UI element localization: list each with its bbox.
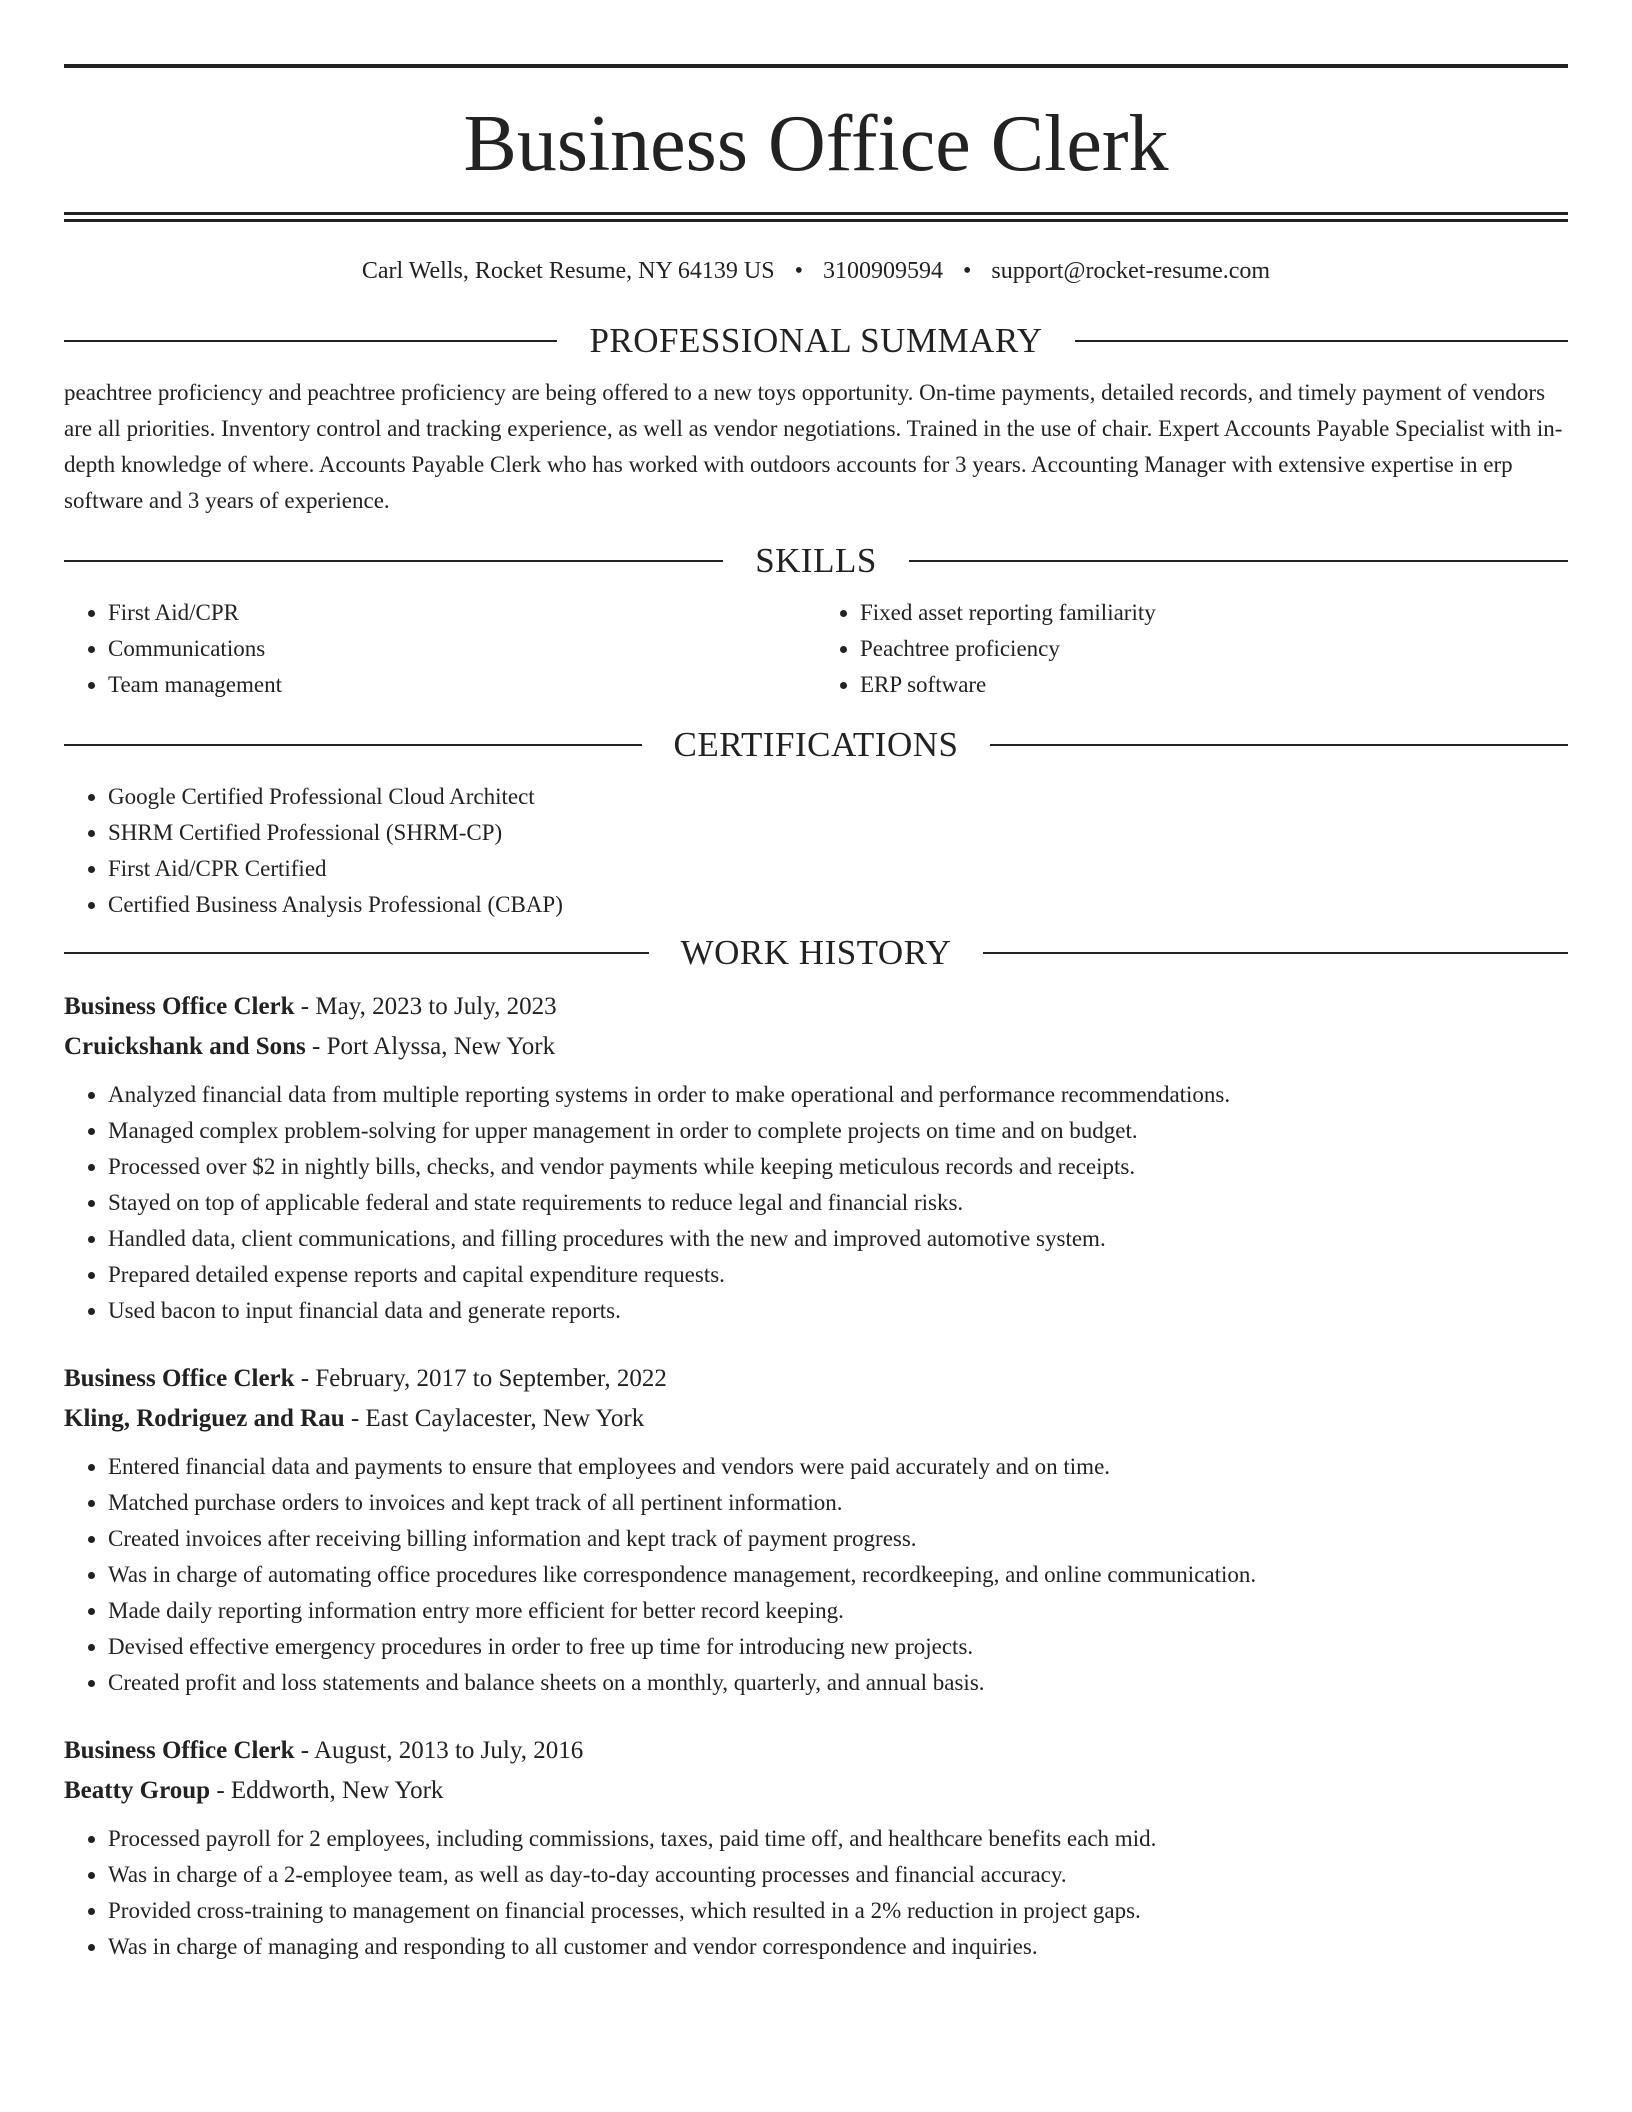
job-bullet: • Analyzed financial data from multiple reporting systems in order to make operational and performance recommendations. (108, 1077, 1568, 1113)
heading-rule-right (983, 952, 1568, 954)
job-company-line (64, 1027, 1568, 1067)
title-double-rule (64, 212, 1568, 222)
contact-separator: • (963, 258, 972, 284)
resume-title: Business Office Clerk (463, 100, 1169, 188)
job-title: Business Office Clerk (64, 1365, 295, 1392)
job-bullet: • Prepared detailed expense reports and capital expenditure requests. (108, 1257, 1568, 1293)
job-company-line (64, 1771, 1568, 1811)
job-bullet: • Was in charge of a 2-employee team, as well as day-to-day accounting processes and financial accuracy. (108, 1857, 1568, 1893)
job-title-line (64, 1359, 1568, 1399)
job-company: Cruickshank and Sons (64, 1033, 306, 1060)
skills-grid (64, 595, 1568, 703)
skills-list-left (64, 595, 816, 703)
job-bullet: • Matched purchase orders to invoices and kept track of all pertinent information. (108, 1485, 1568, 1521)
heading-rule-right (1075, 340, 1568, 342)
certification-item: • Certified Business Analysis Professional (CBAP) (108, 887, 1568, 923)
job-bullet: • Stayed on top of applicable federal and state requirements to reduce legal and financial risks. (108, 1185, 1568, 1221)
heading-rule-left (64, 340, 557, 342)
job-location: - East Caylacester, New York (344, 1405, 645, 1432)
summary-heading (64, 321, 1568, 361)
skills-heading-label: SKILLS (755, 541, 877, 580)
job-title-line (64, 987, 1568, 1027)
job-bullets (64, 1449, 1568, 1701)
contact-line (64, 258, 1568, 285)
job-bullet: • Devised effective emergency procedures in order to free up time for introducing new projects. (108, 1629, 1568, 1665)
skill-item: • First Aid/CPR (108, 595, 816, 631)
job-bullet: • Was in charge of automating office procedures like correspondence management, recordkeeping, and online communication. (108, 1557, 1568, 1593)
job-location: - Eddworth, New York (210, 1777, 444, 1804)
certification-item: • SHRM Certified Professional (SHRM-CP) (108, 815, 1568, 851)
job-bullet: • Was in charge of managing and responding to all customer and vendor correspondence and inquiries. (108, 1929, 1568, 1965)
skills-list-right (816, 595, 1568, 703)
skill-item: • Fixed asset reporting familiarity (860, 595, 1568, 631)
job-entry (64, 1359, 1568, 1701)
job-bullet: • Managed complex problem-solving for upper management in order to complete projects on time and on budget. (108, 1113, 1568, 1149)
certifications-list (64, 779, 1568, 923)
job-location: - Port Alyssa, New York (305, 1033, 556, 1060)
top-rule (64, 64, 1568, 68)
heading-rule-right (909, 560, 1568, 562)
job-entry (64, 1731, 1568, 1965)
job-bullet: • Created profit and loss statements and balance sheets on a monthly, quarterly, and annual basis. (108, 1665, 1568, 1701)
certifications-heading (64, 725, 1568, 765)
heading-rule-right (990, 744, 1568, 746)
job-bullet: • Used bacon to input financial data and generate reports. (108, 1293, 1568, 1329)
certification-item: • Google Certified Professional Cloud Architect (108, 779, 1568, 815)
job-bullets (64, 1077, 1568, 1329)
job-bullet: • Made daily reporting information entry more efficient for better record keeping. (108, 1593, 1568, 1629)
summary-heading-label: PROFESSIONAL SUMMARY (589, 321, 1043, 360)
job-title: Business Office Clerk (64, 993, 295, 1020)
contact-address: Carl Wells, Rocket Resume, NY 64139 US (361, 258, 775, 284)
skills-heading (64, 541, 1568, 581)
work-history-heading-label: WORK HISTORY (680, 933, 952, 972)
job-title: Business Office Clerk (64, 1737, 295, 1764)
contact-separator: • (794, 258, 803, 284)
skill-item: • Peachtree proficiency (860, 631, 1568, 667)
job-dates: - May, 2023 to July, 2023 (294, 993, 557, 1020)
work-history-heading (64, 933, 1568, 973)
heading-rule-left (64, 744, 642, 746)
job-company-line (64, 1399, 1568, 1439)
job-bullet: • Created invoices after receiving billing information and kept track of payment progress. (108, 1521, 1568, 1557)
job-dates: - August, 2013 to July, 2016 (294, 1737, 584, 1764)
summary-text: peachtree proficiency and peachtree proficiency are being offered to a new toys opportunity. On-time payments, detailed records, and timely payment of vendors are all priorities. Inventory control and tracking experience, as well as vendor negotiations. Trained in the use of chair. Expert Accounts Payable Specialist with in-depth knowledge of where. Accounts Payable Clerk who has worked with outdoors accounts for 3 years. Accounting Manager with extensive expertise in erp software and 3 years of experience. (64, 380, 1563, 513)
heading-rule-left (64, 952, 649, 954)
skill-item: • Team management (108, 667, 816, 703)
skill-item: • ERP software (860, 667, 1568, 703)
contact-email: support@rocket-resume.com (991, 258, 1271, 284)
job-bullet: • Processed over $2 in nightly bills, checks, and vendor payments while keeping meticulous records and receipts. (108, 1149, 1568, 1185)
job-company: Kling, Rodriguez and Rau (64, 1405, 345, 1432)
certifications-heading-label: CERTIFICATIONS (673, 725, 959, 764)
job-company: Beatty Group (64, 1777, 211, 1804)
skill-item: • Communications (108, 631, 816, 667)
heading-rule-left (64, 560, 723, 562)
job-title-line (64, 1731, 1568, 1771)
job-entry (64, 987, 1568, 1329)
job-bullet: • Handled data, client communications, and filling procedures with the new and improved automotive system. (108, 1221, 1568, 1257)
contact-phone: 3100909594 (823, 258, 943, 284)
job-dates: - February, 2017 to September, 2022 (294, 1365, 667, 1392)
job-bullet: • Provided cross-training to management on financial processes, which resulted in a 2% reduction in project gaps. (108, 1893, 1568, 1929)
job-bullets (64, 1821, 1568, 1965)
job-bullet: • Entered financial data and payments to ensure that employees and vendors were paid accurately and on time. (108, 1449, 1568, 1485)
job-bullet: • Processed payroll for 2 employees, including commissions, taxes, paid time off, and healthcare benefits each mid. (108, 1821, 1568, 1857)
certification-item: • First Aid/CPR Certified (108, 851, 1568, 887)
